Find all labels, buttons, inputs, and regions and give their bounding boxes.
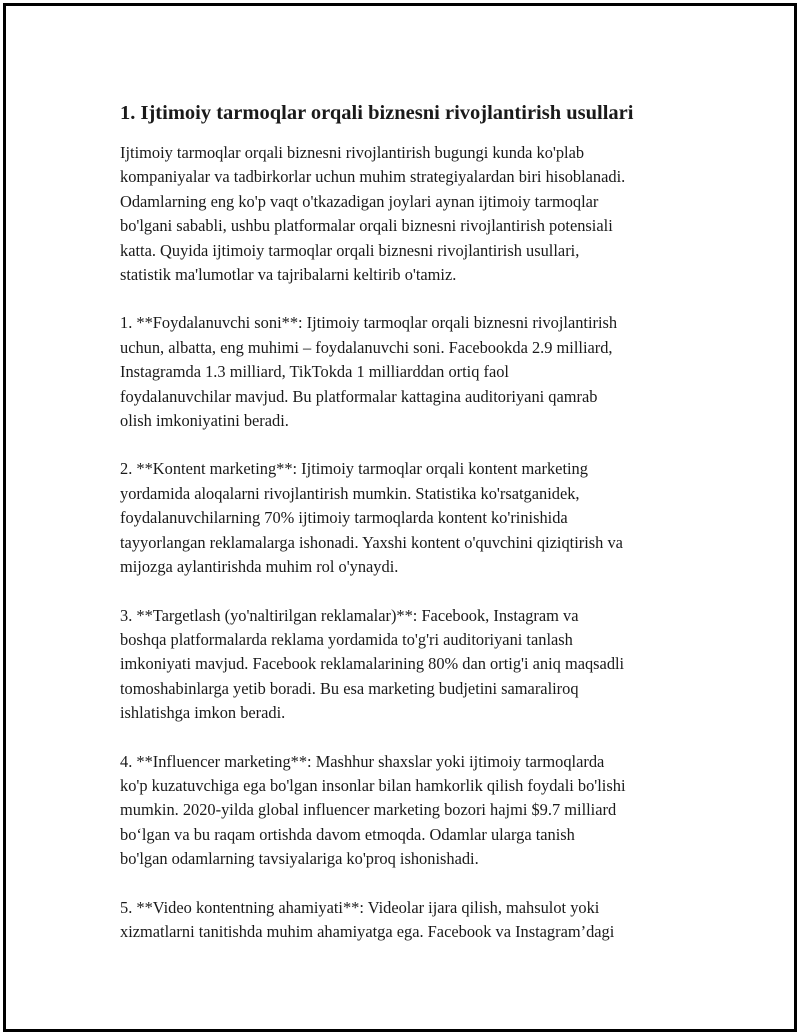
paragraph-targeting: 3. **Targetlash (yo'naltirilgan reklamalar)**: Facebook, Instagram va boshqa platformalarda reklama yordamida to'g'ri auditoriyani tanlash imkoniyati mavjud. Facebook reklamalarining 80% dan ortig'i aniq maqsadli tomoshabinlarga yetib boradi. Bu esa marketing budjetini samaraliroq ishlatishga imkon beradi.: [120, 605, 625, 723]
section-heading: 1. Ijtimoiy tarmoqlar orqali biznesni rivojlantirish usullari: [120, 102, 634, 124]
intro-paragraph: Ijtimoiy tarmoqlar orqali biznesni rivojlantirish bugungi kunda ko'plab kompaniyalar va tadbirkorlar uchun muhim strategiyalardan biri hisoblanadi. Odamlarning eng ko'p vaqt o'tkazadigan joylari aynan ijtimoiy tarmoqlar bo'lgani sababli, ushbu platformalar orqali biznesni rivojlantirish potensiali katta. Quyida ijtimoiy tarmoqlar orqali biznesni rivojlantirish usullari, statistik ma'lumotlar va tajribalarni keltirib o'tamiz.: [120, 143, 626, 285]
paragraph-user-count: 1. **Foydalanuvchi soni**: Ijtimoiy tarmoqlar orqali biznesni rivojlantirish uchun, albatta, eng muhimi – foydalanuvchi soni. Facebookda 2.9 milliard, Instagramda 1.3 milliard, TikTokda 1 milliarddan ortiq faol foydalanuvchilar mavjud. Bu platformalar kattagina auditoriyani qamrab olish imkoniyatini beradi.: [120, 313, 618, 431]
paragraph-video-content: 5. **Video kontentning ahamiyati**: Videolar ijara qilish, mahsulot yoki xizmatlarni tanitishda muhim ahamiyatga ega. Facebook va Instagram’dagi: [120, 897, 615, 941]
paragraph-influencer-marketing: 4. **Influencer marketing**: Mashhur shaxslar yoki ijtimoiy tarmoqlarda ko'p kuzatuvchiga ega bo'lgan insonlar bilan hamkorlik qilish foydali bo'lishi mumkin. 2020-yilda global influencer marketing bozori hajmi $9.7 milliard bo‘lgan va bu raqam ortishda davom etmoqda. Odamlar ularga tanish bo'lgan odamlarning tavsiyalariga ko'proq ishonishadi.: [120, 751, 626, 869]
document-body: [120, 99, 710, 968]
document-page: [3, 3, 797, 1032]
paragraph-content-marketing: 2. **Kontent marketing**: Ijtimoiy tarmoqlar orqali kontent marketing yordamida aloqalarni rivojlantirish mumkin. Statistika ko'rsatganidek, foydalanuvchilarning 70% ijtimoiy tarmoqlarda kontent ko'rinishida tayyorlangan reklamalarga ishonadi. Yaxshi kontent o'quvchini qiziqtirish va mijozga aylantirishda muhim rol o'ynaydi.: [120, 459, 623, 577]
